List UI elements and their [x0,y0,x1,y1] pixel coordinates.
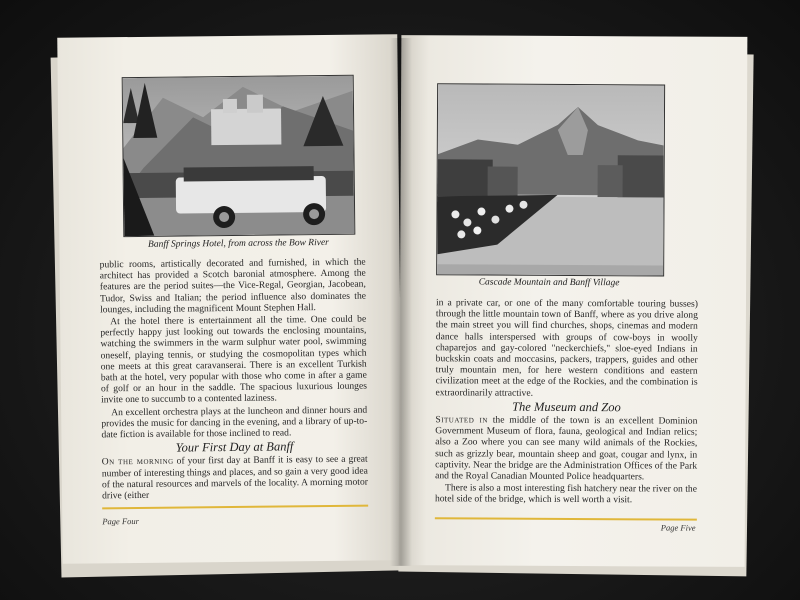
right-section-paragraph [435,414,697,483]
hotel-illustration [123,76,355,236]
right-page-body [435,297,698,507]
left-page-body [100,257,369,503]
left-paragraph-1: public rooms, artistically decorated and furnished, in which the architect has provided a Scotch baronial atmosphere. Among the features are the period suites—the Vice-Regal, Georgian, Jacobean, Tudor, Swiss and Italian; the period influence also dominates the lounges, including the magnificent Mount Stephen Hall. [99,256,367,316]
open-booklet [52,30,757,578]
left-section-heading: Your First Day at Banff [175,439,294,455]
left-page-number: Page Four [102,515,139,527]
right-page [399,35,748,567]
cascade-mountain-photo [436,83,665,276]
right-photo-caption: Cascade Mountain and Banff Village [478,277,620,289]
right-paragraph-1: in a private car, or one of the many comfortable touring busses) through the little mountain town of Banff, where as you drive along the main street you will find churches, shops, cinemas and modern dance halls interspersed with groups of cow-boys in woolly chaparejos and gay-colored "neckerchiefs," sloe-eyed Indians in buckskin coats and moccasins, packers, trappers, guides and other truly mountain men, for here western conditions and eastern civilization meet at the edge of the Rockies, and the combination is extraordinarily attractive. [435,297,699,399]
left-accent-rule [102,505,368,509]
left-section-text: of your first day at Banff it is easy to see a great number of interesting things and places, and so gain a very good idea of the natural resources and marvels of the locality. A morning motor drive (either [101,454,368,502]
left-page [57,34,402,564]
right-accent-rule [435,517,697,520]
left-paragraph-3: An excellent orchestra plays at the luncheon and dinner hours and provides the music for dancing in the evening, and a library of up-to-date fiction is available for those inclined to read. [101,404,368,441]
book-gutter [390,38,412,566]
right-section-heading: The Museum and Zoo [512,399,621,415]
right-paragraph-3: There is also a most interesting fish hatchery near the river on the hotel side of the bridge, which is well worth a visit. [434,482,698,506]
left-paragraph-2: At the hotel there is entertainment all the time. One could be perfectly happy just looking out towards the enclosing mountains, watching the swimmers in the warm sulphur water pool, swimming oneself, playing tennis, or studying the cosmopolitan types which one meets at this great caravanserai. There is an excellent Turkish bath at the hotel, very popular with those who come in after a game of golf or an hour in the saddle. The spacious luxurious lounges invite one to succumb to a contented laziness. [100,313,367,406]
right-section-lead: Situated in [435,414,488,426]
village-illustration [437,84,664,275]
left-section-paragraph [102,454,368,502]
banff-springs-hotel-photo [122,75,356,237]
right-section-text: the middle of the town is an excellent Dominion Government Museum of flora, fauna, geological and Indian relics; also a Zoo where you can see many wild animals of the Rockies, such as grizzly bear, mountain sheep and goat, cougar and lynx, in captivity. Near the bridge are the Administration Offices of the Park and the Royal Canadian Mounted Police headquarters. [435,414,698,483]
left-section-lead: On the morning [101,456,174,468]
right-page-number: Page Five [660,522,696,533]
left-photo-caption: Banff Springs Hotel, from across the Bow River [147,237,329,250]
